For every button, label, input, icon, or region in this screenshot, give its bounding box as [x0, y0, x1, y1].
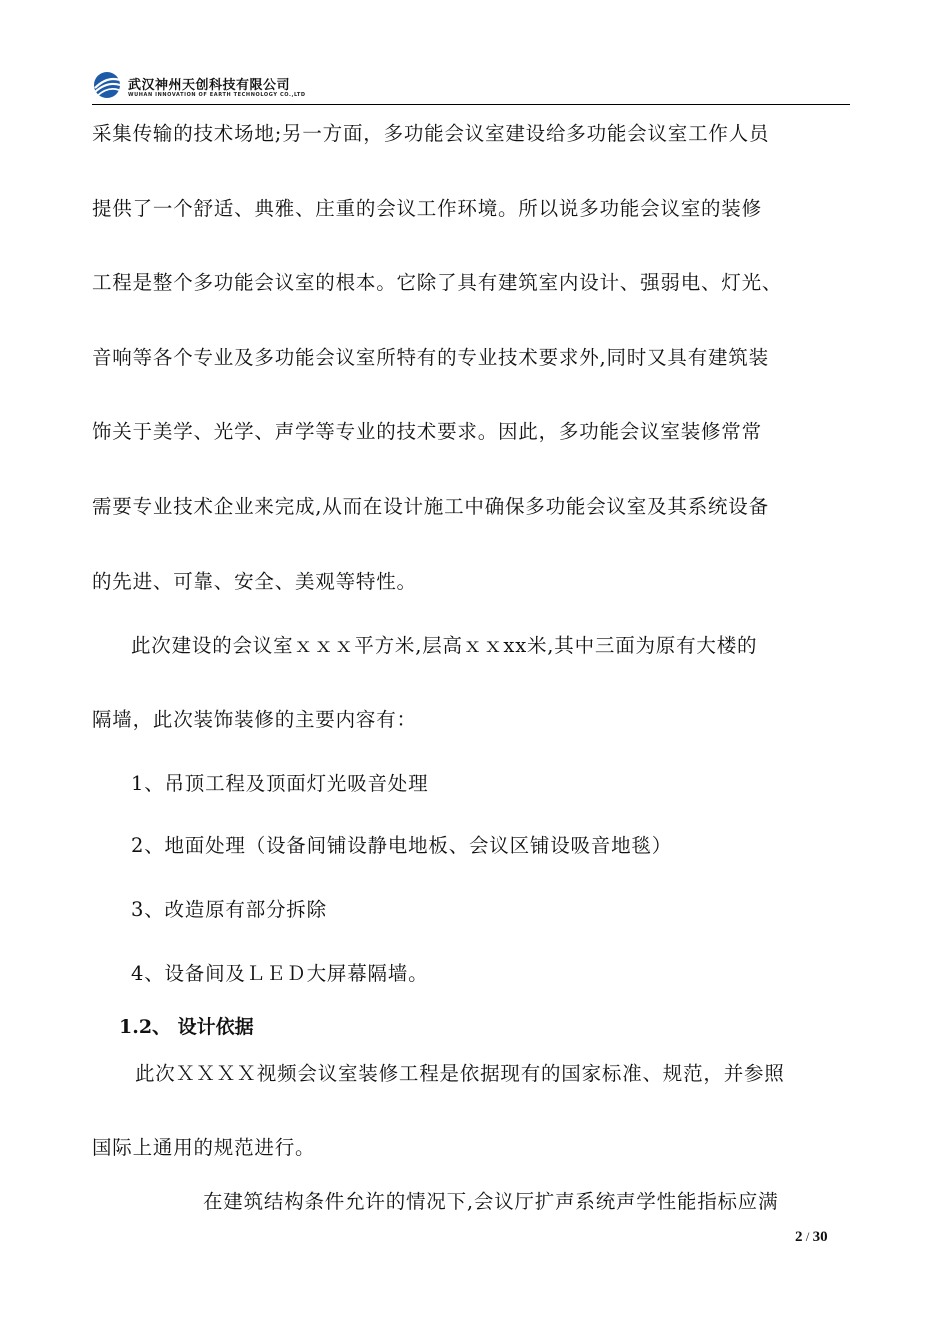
paragraph-line: 国际上通用的规范进行。: [92, 1136, 316, 1159]
section-heading: 1.2、 设计依据: [119, 1016, 254, 1038]
list-item: 1、吊顶工程及顶面灯光吸音处理: [131, 772, 429, 795]
paragraph-line: 隔墙，此次装饰装修的主要内容有：: [92, 708, 417, 731]
paragraph-line: 此次建设的会议室ｘｘｘ平方米,层高ｘｘxx米,其中三面为原有大楼的: [131, 634, 758, 657]
paragraph-line: 此次ＸＸＸＸ视频会议室装修工程是依据现有的国家标准、规范，并参照: [135, 1062, 785, 1085]
paragraph-line: 工程是整个多功能会议室的根本。它除了具有建筑室内设计、强弱电、灯光、: [92, 271, 783, 294]
company-name-cn: 武汉神州天创科技有限公司: [128, 78, 291, 93]
document-header: [92, 68, 850, 104]
page-current: 2: [795, 1229, 803, 1245]
company-logo-icon: [92, 70, 122, 100]
page-number: [795, 1229, 828, 1246]
paragraph-line: 采集传输的技术场地;另一方面，多功能会议室建设给多功能会议室工作人员: [92, 122, 770, 145]
paragraph-line: 的先进、可靠、安全、美观等特性。: [92, 570, 417, 593]
paragraph-line: 需要专业技术企业来完成,从而在设计施工中确保多功能会议室及其系统设备: [92, 495, 769, 518]
company-name-en: WUHAN INNOVATION OF EARTH TECHNOLOGY CO.,LTD: [128, 92, 306, 98]
header-rule: [92, 104, 850, 105]
list-item: 3、改造原有部分拆除: [131, 898, 327, 921]
paragraph-line: 提供了一个舒适、典雅、庄重的会议工作环境。所以说多功能会议室的装修: [92, 197, 762, 220]
list-item: 2、地面处理（设备间铺设静电地板、会议区铺设吸音地毯）: [131, 834, 673, 857]
page-separator: /: [802, 1229, 813, 1244]
paragraph-line: 音响等各个专业及多功能会议室所特有的专业技术要求外,同时又具有建筑装: [92, 346, 769, 369]
paragraph-line: 饰关于美学、光学、声学等专业的技术要求。因此，多功能会议室装修常常: [92, 420, 762, 443]
list-item: 4、设备间及ＬＥＤ大屏幕隔墙。: [131, 962, 429, 985]
paragraph-line: 在建筑结构条件允许的情况下,会议厅扩声系统声学性能指标应满: [203, 1190, 779, 1213]
page-total: 30: [812, 1229, 828, 1245]
